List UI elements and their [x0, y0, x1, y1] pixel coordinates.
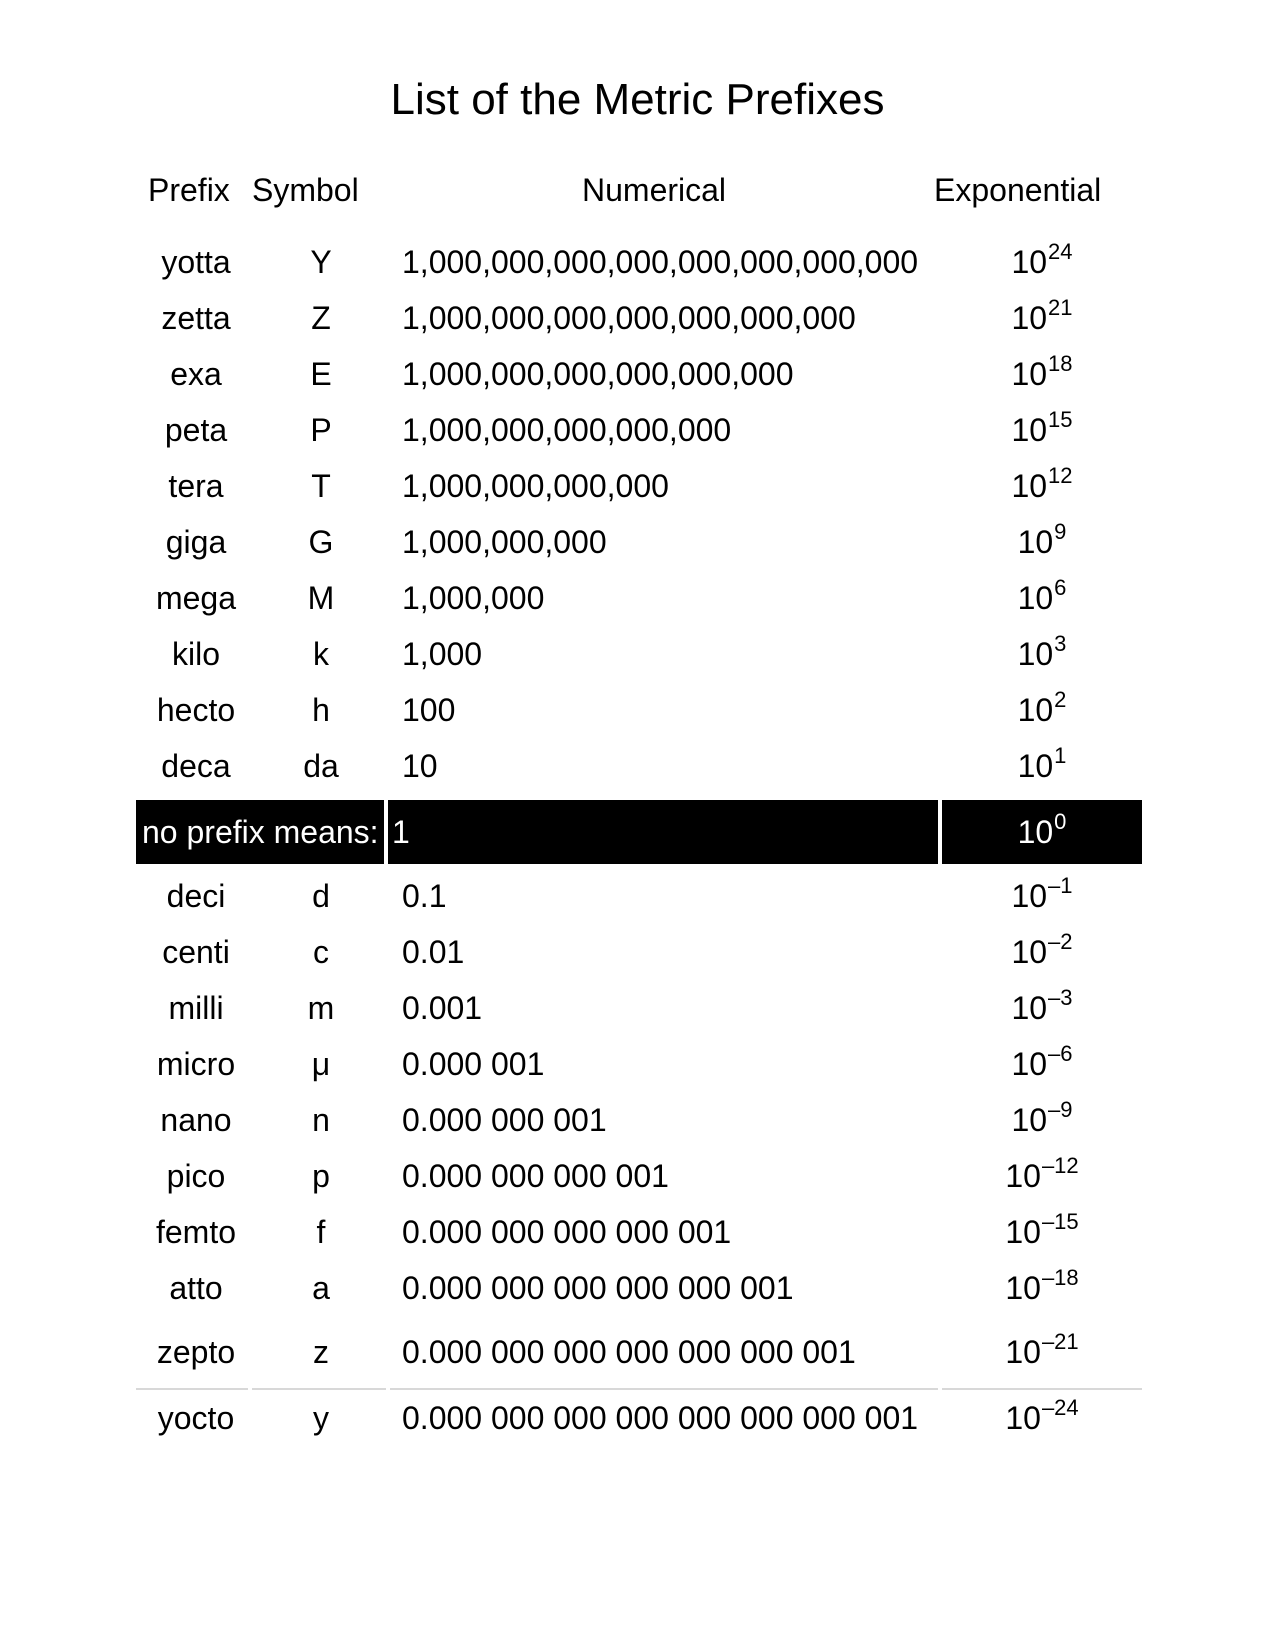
prefix-exponential-value	[956, 458, 1128, 514]
prefix-name: centi	[162, 934, 230, 970]
prefix-exponential-value	[956, 924, 1128, 980]
prefix-symbol: Y	[310, 244, 332, 280]
prefix-name: yocto	[157, 1400, 235, 1436]
prefix-exponential-value	[956, 290, 1128, 346]
exponent-power: 15	[1048, 407, 1073, 432]
prefix-exponential-value	[956, 738, 1128, 794]
no-prefix-value-background	[388, 800, 938, 864]
exponent-base: 10	[1017, 814, 1054, 850]
exponent-base: 10	[1011, 990, 1048, 1026]
prefix-exponential-value	[956, 1390, 1128, 1446]
prefix-numerical-value: 0.000 000 000 000 000 000 000 001	[402, 1400, 919, 1436]
prefix-symbol: p	[312, 1158, 330, 1194]
prefix-exponential-value	[956, 980, 1128, 1036]
column-header-exponential: Exponential	[934, 172, 1102, 208]
exponent-power: 24	[1048, 239, 1073, 264]
prefix-name: deci	[166, 878, 226, 914]
prefix-symbol: m	[307, 990, 335, 1026]
prefix-row	[136, 1148, 1142, 1204]
prefix-symbol: Z	[311, 300, 331, 336]
prefix-row	[136, 402, 1142, 458]
exponent-base: 10	[1005, 1158, 1041, 1194]
prefix-numerical-value: 1,000,000	[402, 580, 545, 616]
prefix-exponential-value	[956, 626, 1128, 682]
table-divider-gap	[938, 1388, 942, 1390]
prefix-symbol: M	[307, 580, 335, 616]
prefix-row	[136, 1324, 1142, 1380]
prefix-symbol: T	[311, 468, 331, 504]
exponent-base: 10	[1011, 412, 1048, 448]
prefix-name: exa	[170, 356, 222, 392]
prefix-symbol: E	[310, 356, 332, 392]
exponent-base: 10	[1011, 356, 1048, 392]
exponent-base: 10	[1011, 1102, 1048, 1138]
exponent-power: 12	[1048, 463, 1073, 488]
prefix-name: tera	[168, 468, 224, 504]
prefix-exponential-value	[956, 234, 1128, 290]
prefix-row	[136, 1260, 1142, 1316]
exponent-base: 10	[1017, 748, 1054, 784]
prefix-symbol: h	[312, 692, 330, 728]
prefix-row	[136, 626, 1142, 682]
prefix-numerical-value: 0.001	[402, 990, 483, 1026]
prefix-symbol: y	[313, 1400, 329, 1436]
exponent-base: 10	[1017, 524, 1054, 560]
prefix-numerical-value: 0.000 001	[402, 1046, 545, 1082]
prefix-exponential-value	[956, 1260, 1128, 1316]
prefix-name: pico	[166, 1158, 226, 1194]
prefix-name: zepto	[156, 1334, 236, 1370]
prefix-numerical-value: 100	[402, 692, 456, 728]
prefix-row	[136, 458, 1142, 514]
column-header-numerical: Numerical	[582, 172, 727, 208]
prefix-name: peta	[164, 412, 228, 448]
prefix-row	[136, 1390, 1142, 1446]
prefix-row	[136, 924, 1142, 980]
prefix-symbol: da	[303, 748, 339, 784]
prefix-symbol: n	[312, 1102, 330, 1138]
prefix-exponential-value	[956, 1324, 1128, 1380]
exponent-base: 10	[1011, 878, 1048, 914]
exponent-power: –6	[1048, 1041, 1073, 1066]
prefix-exponential-value	[956, 1148, 1128, 1204]
prefix-symbol: z	[313, 1334, 329, 1370]
table-divider-gap	[248, 1388, 252, 1390]
page-title: List of the Metric Prefixes	[390, 75, 885, 124]
exponent-base: 10	[1005, 1400, 1041, 1436]
prefix-numerical-value: 10	[402, 748, 438, 784]
prefix-numerical-value: 1,000,000,000,000,000	[402, 412, 732, 448]
prefix-numerical-value: 1,000,000,000	[402, 524, 607, 560]
prefix-symbol: c	[313, 934, 329, 970]
prefix-row	[136, 290, 1142, 346]
prefix-row	[136, 738, 1142, 794]
exponent-power: 1	[1054, 743, 1067, 768]
exponent-base: 10	[1005, 1270, 1041, 1306]
prefix-symbol: G	[308, 524, 334, 560]
exponent-power: –24	[1041, 1395, 1079, 1420]
exponent-base: 10	[1005, 1214, 1041, 1250]
prefix-row	[136, 1204, 1142, 1260]
prefix-row	[136, 1036, 1142, 1092]
prefix-exponential-value	[956, 570, 1128, 626]
exponent-power: –18	[1041, 1265, 1079, 1290]
prefix-numerical-value: 0.000 000 000 001	[402, 1158, 669, 1194]
exponent-base: 10	[1017, 692, 1054, 728]
prefix-exponential-value	[956, 868, 1128, 924]
prefix-row	[136, 1092, 1142, 1148]
prefix-row	[136, 682, 1142, 738]
exponent-power: 6	[1054, 575, 1067, 600]
prefix-name: hecto	[156, 692, 236, 728]
exponent-power: 2	[1054, 687, 1067, 712]
prefix-name: micro	[156, 1046, 236, 1082]
prefix-row	[136, 514, 1142, 570]
prefix-exponential-value	[956, 1092, 1128, 1148]
table-divider	[136, 1388, 1142, 1390]
exponent-base: 10	[1005, 1334, 1041, 1370]
prefix-name: nano	[160, 1102, 232, 1138]
exponent-base: 10	[1017, 580, 1054, 616]
prefix-symbol: P	[310, 412, 332, 448]
prefix-symbol: d	[312, 878, 330, 914]
prefix-row	[136, 234, 1142, 290]
column-header-symbol: Symbol	[252, 172, 359, 208]
prefix-symbol: k	[313, 636, 329, 672]
exponent-power: 3	[1054, 631, 1067, 656]
exponent-base: 10	[1011, 244, 1048, 280]
no-prefix-label: no prefix means:	[142, 814, 379, 850]
prefix-symbol: f	[316, 1214, 326, 1250]
exponent-base: 10	[1011, 1046, 1048, 1082]
exponent-power: –21	[1041, 1329, 1079, 1354]
prefix-exponential-value	[956, 346, 1128, 402]
prefix-row	[136, 868, 1142, 924]
prefix-numerical-value: 0.000 000 000 000 000 000 001	[402, 1334, 856, 1370]
exponent-base: 10	[1011, 468, 1048, 504]
prefix-row	[136, 980, 1142, 1036]
prefix-name: atto	[169, 1270, 223, 1306]
prefix-exponential-value	[956, 402, 1128, 458]
prefix-row	[136, 346, 1142, 402]
no-prefix-exponential	[956, 800, 1128, 864]
column-header-prefix: Prefix	[148, 172, 230, 208]
prefix-exponential-value	[956, 1204, 1128, 1260]
prefix-name: yotta	[161, 244, 231, 280]
exponent-power: –9	[1048, 1097, 1073, 1122]
exponent-power: –12	[1041, 1153, 1079, 1178]
prefix-symbol: μ	[311, 1046, 331, 1082]
exponent-base: 10	[1011, 934, 1048, 970]
exponent-power: 21	[1048, 295, 1073, 320]
exponent-power: –2	[1048, 929, 1073, 954]
prefix-exponential-value	[956, 514, 1128, 570]
prefix-name: kilo	[171, 636, 220, 672]
prefix-numerical-value: 1,000,000,000,000	[402, 468, 669, 504]
exponent-power: –15	[1041, 1209, 1079, 1234]
prefix-name: giga	[165, 524, 227, 560]
prefix-name: zetta	[161, 300, 231, 336]
prefix-symbol: a	[312, 1270, 330, 1306]
exponent-power: –1	[1048, 873, 1073, 898]
table-divider-gap	[386, 1388, 390, 1390]
exponent-base: 10	[1011, 300, 1048, 336]
prefix-row	[136, 570, 1142, 626]
exponent-power: 0	[1054, 809, 1067, 834]
prefix-name: milli	[168, 990, 224, 1026]
prefix-exponential-value	[956, 1036, 1128, 1092]
prefix-numerical-value: 1,000	[402, 636, 483, 672]
prefix-numerical-value: 0.1	[402, 878, 447, 914]
prefix-numerical-value: 0.000 000 000 000 000 001	[402, 1270, 794, 1306]
no-prefix-numerical: 1	[392, 814, 410, 850]
prefix-name: deca	[161, 748, 231, 784]
prefix-numerical-value: 1,000,000,000,000,000,000,000	[402, 300, 856, 336]
prefix-numerical-value: 0.000 000 000 000 001	[402, 1214, 732, 1250]
exponent-power: –3	[1048, 985, 1073, 1010]
prefix-numerical-value: 1,000,000,000,000,000,000,000,000	[402, 244, 919, 280]
prefix-numerical-value: 0.01	[402, 934, 465, 970]
exponent-power: 18	[1048, 351, 1073, 376]
exponent-power: 9	[1054, 519, 1067, 544]
prefix-numerical-value: 0.000 000 001	[402, 1102, 607, 1138]
prefix-numerical-value: 1,000,000,000,000,000,000	[402, 356, 794, 392]
prefix-name: mega	[155, 580, 237, 616]
prefix-exponential-value	[956, 682, 1128, 738]
exponent-base: 10	[1017, 636, 1054, 672]
prefix-name: femto	[155, 1214, 237, 1250]
